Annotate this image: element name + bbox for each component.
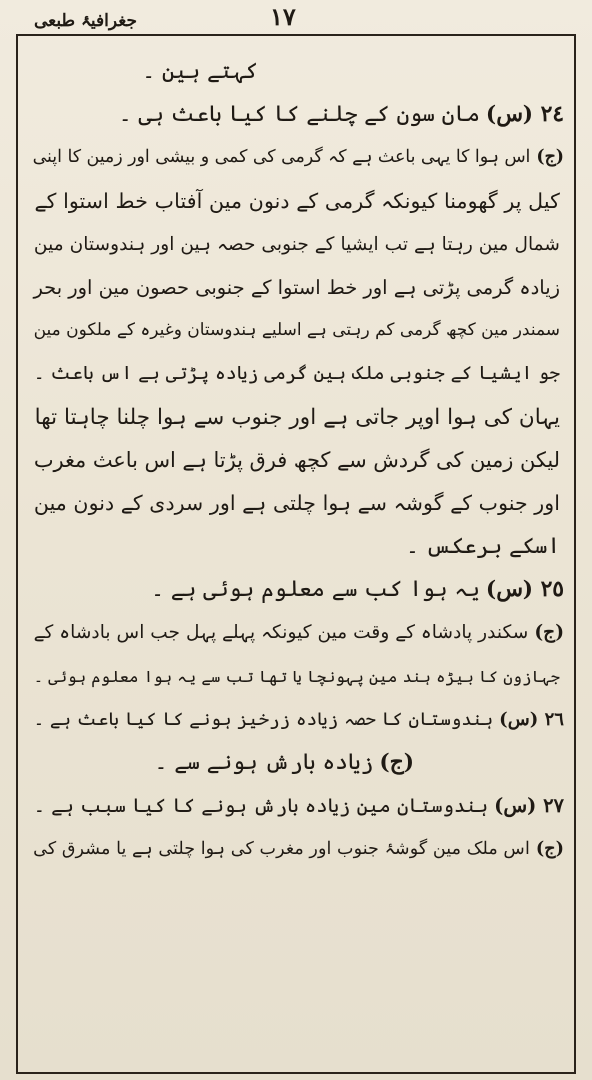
line-text: سکندر پادشاہ کے وقت مین کیونکہ پہلے پہل جب اس بادشاہ کے — [33, 622, 529, 644]
text-line — [28, 223, 564, 266]
text-line — [28, 827, 564, 870]
line-text: اس ہوا کا یہی باعث ہے کہ گرمی کی کمی و بیشی اور زمین کا اپنی — [32, 147, 531, 168]
line-text: زیادہ بارش ہونے سے ۔ — [154, 750, 374, 775]
text-line — [28, 482, 564, 525]
line-text: ہندوستان کا حصہ زیادہ زرخیز ہونے کا کیا باعث ہے ۔ — [33, 708, 494, 730]
text-line — [28, 525, 564, 568]
line-text: یہ ہوا کب سے معلوم ہوئی ہے ۔ — [151, 577, 480, 603]
page-header — [16, 2, 576, 34]
text-line — [28, 611, 564, 654]
answer-marker: (ج) — [536, 147, 564, 168]
text-line — [28, 568, 564, 611]
answer-marker: (ج) — [379, 750, 414, 775]
line-text: اس ملک مین گوشۂ جنوب اور مغرب کی ہوا چلتی ہے یا مشرق کی — [33, 839, 530, 860]
text-line — [28, 266, 564, 309]
text-line — [28, 50, 564, 93]
text-line — [28, 439, 564, 482]
text-line — [28, 655, 564, 698]
text-line — [28, 741, 564, 784]
line-text: مان سون کے چلنے کا کیا باعث ہی ۔ — [118, 102, 480, 128]
line-text: جو ایشیا کے جنوبی ملک ہین گرمی زیادہ پڑتی ہے اس باعث ۔ — [33, 363, 560, 385]
answer-marker: (ج) — [535, 838, 564, 860]
running-head: جغرافیۂ طبعی — [34, 11, 137, 31]
question-number: ٢٥ (س) — [485, 577, 564, 603]
text-line — [28, 93, 564, 136]
body-text — [28, 50, 564, 871]
text-line — [28, 352, 564, 395]
line-text: جہازون کا بیڑہ ہند مین پہونچا یا تھا تب سے یہ ہوا معلوم ہوئی ۔ — [33, 666, 560, 686]
line-text: لیکن زمین کی گردش سے کچھ فرق پڑتا ہے اس باعث مغرب — [33, 447, 560, 472]
question-number: ٢٦ (س) — [499, 708, 564, 730]
text-line — [28, 396, 564, 439]
text-line — [28, 309, 564, 352]
page-number: ١٧ — [270, 2, 296, 31]
text-line — [28, 698, 564, 741]
line-text: یہان کی ہوا اوپر جاتی ہے اور جنوب سے ہوا چلنا چاہتا تھا — [34, 404, 560, 430]
question-number: ٢٧ (س) — [494, 794, 564, 818]
line-text: زیادہ گرمی پڑتی ہے اور خط استوا کے جنوبی حصون مین اور بحر — [33, 275, 560, 299]
question-number: ٢٤ (س) — [485, 102, 564, 128]
text-line — [28, 784, 564, 827]
line-text: شمال مین رہتا ہے تب ایشیا کے جنوبی حصہ ہین اور ہندوستان مین — [33, 233, 560, 255]
text-line — [28, 180, 564, 223]
line-text: اور جنوب کے گوشہ سے ہوا چلتی ہے اور سردی کے دنون مین — [33, 490, 560, 515]
answer-marker: (ج) — [534, 622, 564, 644]
line-text: سمندر مین کچھ گرمی کم رہتی ہے اسلیے ہندوستان وغیرہ کے ملکون مین — [33, 320, 560, 341]
line-text: کہتے ہین ۔ — [142, 59, 258, 84]
line-text: کیل پر گھومنا کیونکہ گرمی کے دنون مین آفتاب خط استوا کے — [34, 188, 560, 213]
line-text: ہندوستان مین زیادہ بارش ہونے کا کیا سبب ہے ۔ — [33, 794, 489, 818]
line-text: اسکے برعکس ۔ — [405, 534, 560, 560]
text-line — [28, 136, 564, 179]
